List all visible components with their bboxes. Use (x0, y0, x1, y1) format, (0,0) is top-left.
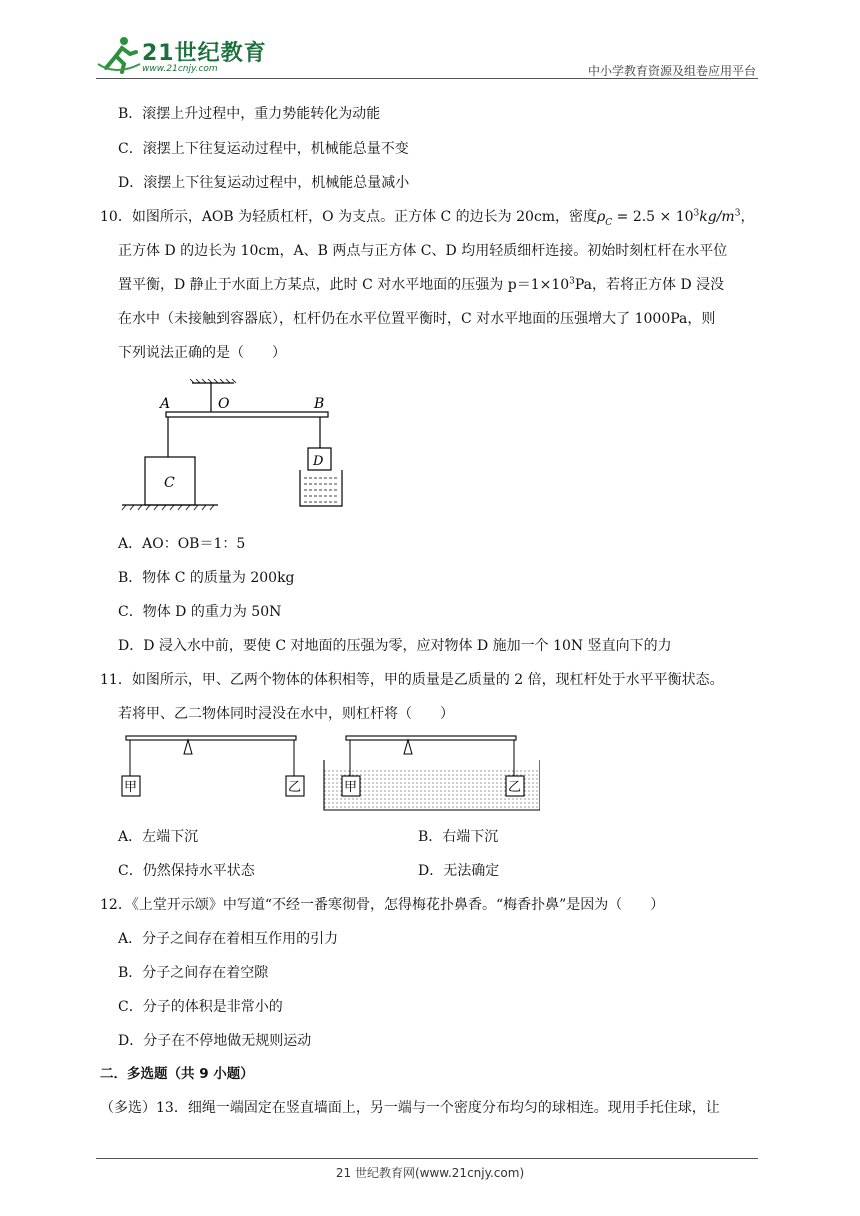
pressure-exponent: 3 (569, 276, 575, 287)
label-yi-water: 乙 (508, 780, 522, 795)
q11-line-2: 若将甲、乙二物体同时浸没在水中，则杠杆将（ ） (118, 706, 454, 722)
logo-text: 21世纪教育 (142, 41, 267, 66)
q11-option-b: B．右端下沉 (418, 829, 499, 845)
q11-line-1: 11．如图所示，甲、乙两个物体的体积相等，甲的质量是乙质量的 2 倍，现杠杆处于水平平衡状态。 (100, 672, 724, 688)
section-heading-multi-choice: 二．多选题（共 9 小题） (100, 1066, 254, 1082)
lever-bar (166, 412, 328, 417)
q11-option-a: A．左端下沉 (118, 829, 199, 845)
q11-option-d: D．无法确定 (418, 863, 500, 879)
header-divider (96, 78, 758, 79)
q10-option-a: A．AO：OB＝1：5 (118, 536, 246, 552)
q12-option-a: A．分子之间存在着相互作用的引力 (118, 931, 339, 947)
balance-figure-q11 (120, 730, 540, 814)
lever-figure-q10 (118, 378, 348, 512)
q9-option-d: D．滚摆上下往复运动过程中，机械能总量减小 (118, 175, 410, 191)
label-O: O (218, 396, 230, 412)
q12-option-d: D．分子在不停地做无规则运动 (118, 1033, 312, 1049)
label-C: C (164, 475, 175, 491)
label-A: A (160, 396, 171, 412)
rho-symbol: ρ (597, 209, 606, 225)
q10-option-c: C．物体 D 的重力为 50N (118, 604, 282, 620)
q10-line-3-end: Pa，若将正方体 D 浸没 (574, 277, 725, 293)
q10-line-5: 下列说法正确的是（ ） (118, 345, 286, 361)
page-header (96, 30, 758, 82)
header-platform-label: 中小学教育资源及组卷应用平台 (587, 64, 756, 78)
density-unit: kg/m (699, 209, 735, 225)
q10-line-1 (100, 207, 754, 233)
q10-line-2: 正方体 D 的边长为 10cm，A、B 两点与正方体 C、D 均用轻质细杆连接。初始时刻杠杆在水平位 (118, 243, 728, 259)
site-logo (96, 34, 286, 74)
q11-option-c: C．仍然保持水平状态 (118, 863, 255, 879)
q10-option-d: D．D 浸入水中前，要使 C 对地面的压强为零，应对物体 D 施加一个 10N 竖直向下的力 (118, 638, 672, 654)
q10-option-b: B．物体 C 的质量为 200kg (118, 570, 295, 586)
q9-option-c: C．滚摆上下往复运动过程中，机械能总量不变 (118, 141, 409, 157)
q12-option-b: B．分子之间存在着空隙 (118, 965, 269, 981)
density-exponent: 3 (693, 208, 700, 219)
logo-url: www.21cnjy.com (142, 64, 218, 74)
balance-in-water (324, 736, 540, 810)
q10-line-1-text: 10．如图所示，AOB 为轻质杠杆，O 为支点。正方体 C 的边长为 20cm，密度 (100, 209, 598, 225)
q10-line-1-end: ， (740, 209, 755, 225)
q12-option-c: C．分子的体积是非常小的 (118, 999, 283, 1015)
label-jia-water: 甲 (344, 780, 358, 795)
water-container (300, 470, 342, 506)
balance-in-air (122, 736, 304, 796)
q13-line-1: （多选）13．细绳一端固定在竖直墙面上，另一端与一个密度分布均匀的球相连。现用手托住球，让 (100, 1100, 720, 1116)
q9-option-b: B．滚摆上升过程中，重力势能转化为动能 (118, 106, 381, 122)
q10-line-3 (118, 275, 724, 295)
q10-line-3-text: 置平衡，D 静止于水面上方某点，此时 C 对水平地面的压强为 p＝1×10 (118, 277, 570, 293)
label-yi-air: 乙 (288, 780, 302, 795)
runner-logo-icon (96, 34, 142, 74)
density-value: = 2.5 × 10 (612, 209, 694, 225)
label-D: D (313, 454, 324, 469)
rho-subscript: C (605, 217, 613, 228)
page-footer: 21 世纪教育网(www.21cnjy.com) (335, 1166, 525, 1180)
q10-line-4: 在水中（未接触到容器底），杠杆仍在水平位置平衡时，C 对水平地面的压强增大了 1000Pa，则 (118, 311, 716, 327)
footer-divider (96, 1158, 758, 1159)
density-unit-exponent: 3 (734, 208, 741, 219)
q12-line-1: 12．《上堂开示颂》中写道“不经一番寒彻骨，怎得梅花扑鼻香。“梅香扑鼻”是因为（ ） (100, 897, 665, 913)
label-jia-air: 甲 (124, 780, 138, 795)
label-B: B (314, 396, 325, 412)
